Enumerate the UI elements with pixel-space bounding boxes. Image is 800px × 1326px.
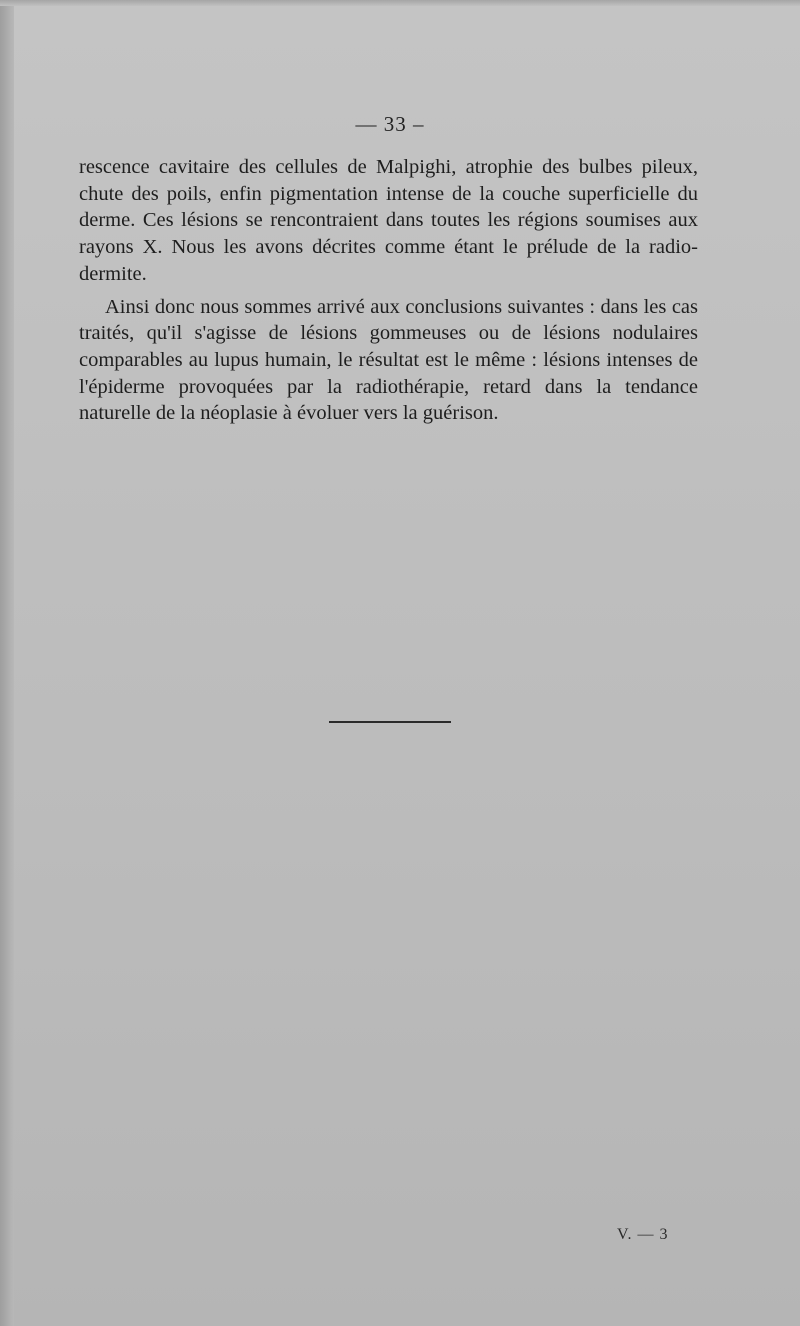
paragraph-conclusion: Ainsi donc nous sommes arrivé aux conclusions suivantes : dans les cas traités, qu'il s'agisse de lésions gommeuses ou de lésions nodulaires comparables au lupus humain, le résultat est le même : lésions intenses de l'épiderme provoquées par la radiothérapie, retard dans la tendance naturelle de la néoplasie à évoluer vers la guérison. [79,295,698,425]
page-number: — 33 – [355,112,425,136]
paragraph-continuation: rescence cavitaire des cellules de Malpighi, atrophie des bulbes pileux, chute des poils, enfin pigmentation intense de la couche superficielle du derme. Ces lésions se rencontraient dans toutes les régions soumises aux rayons X. Nous les avons décrites comme étant le prélude de la radio-dermite. [79,156,698,285]
page-top-shadow [0,0,800,6]
section-divider-rule [329,721,451,723]
body-text [79,154,698,427]
printer-signature-mark: V. — 3 [617,1226,669,1243]
page-edge-shadow [0,0,14,1326]
